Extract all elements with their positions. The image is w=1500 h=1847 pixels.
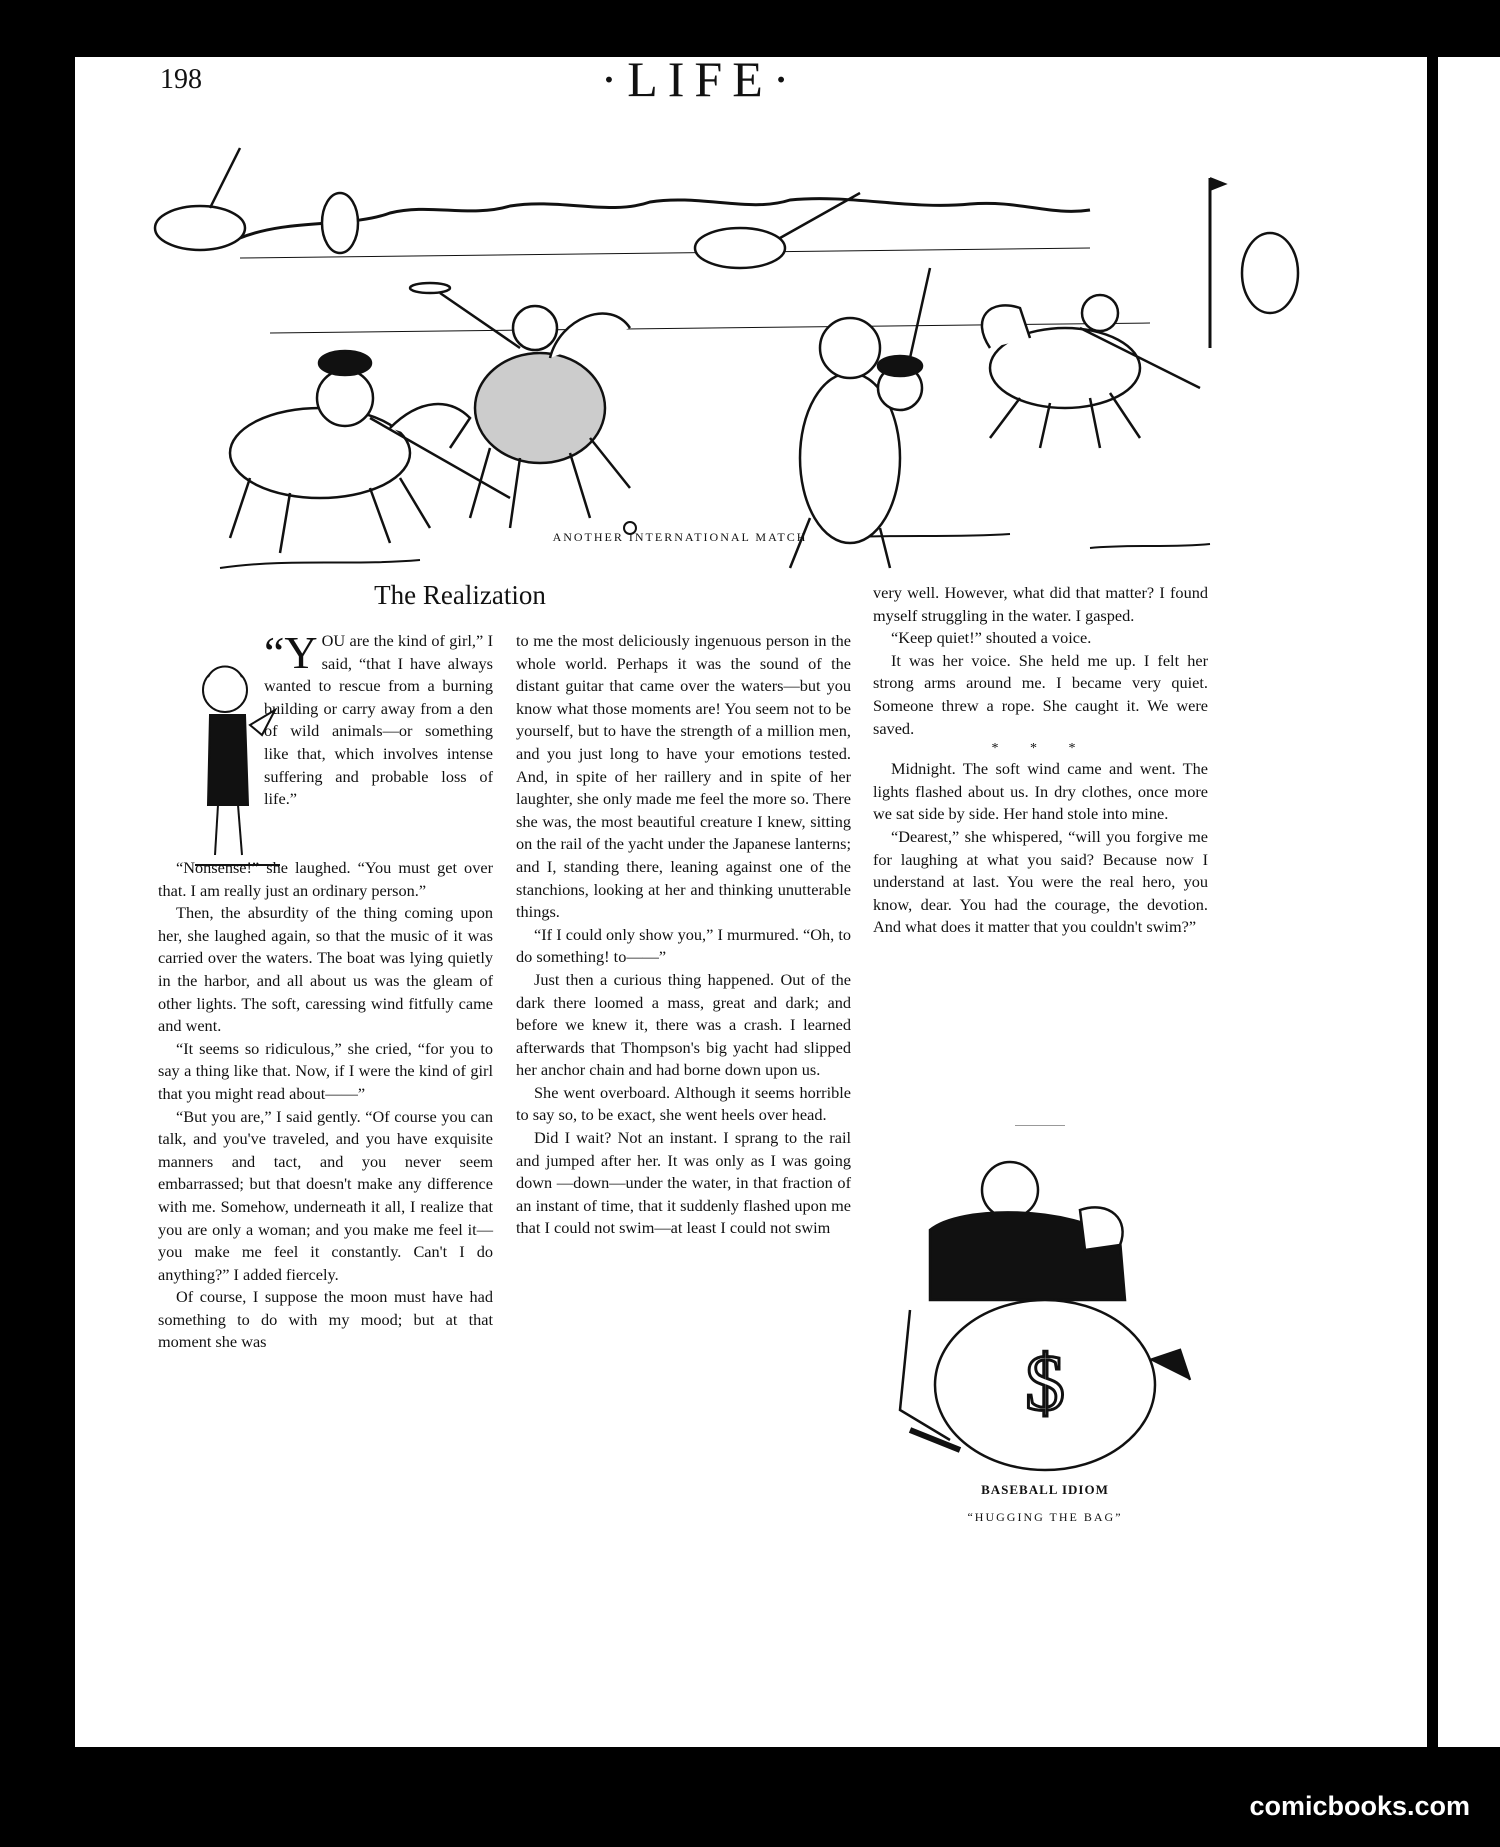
masthead: ·LIFE·	[600, 51, 800, 107]
paragraph: It was her voice. She held me up. I felt her strong arms around me. I became very quiet. Someone threw a rope. She caught it. We were saved.	[873, 650, 1208, 738]
paragraph: “It seems so ridiculous,” she cried, “for you to say a thing like that. Now, if I were the kind of girl that you might read about——”	[158, 1038, 493, 1103]
paragraph: Did I wait? Not an instant. I sprang to the rail and jumped after her. It was only as I was going down —down—under the water, in that fraction of an instant of time, that it suddenly flashed upon me that I could not swim—at least I could not swim	[516, 1128, 851, 1238]
paragraph: Then, the absurdity of the thing coming upon her, she laughed again, so that the music of it was carried over the waters. The boat was lying quietly in the harbor, and all about us was the gleam of other lights. The soft, caressing wind fitfully came and went.	[158, 903, 493, 1036]
paragraph: Of course, I suppose the moon must have had something to do with my mood; but at that moment she was	[158, 1287, 493, 1352]
dollar-sign: $	[1025, 1340, 1065, 1428]
column-2	[516, 630, 851, 1240]
cartoon-caption-subtitle: “HUGGING THE BAG”	[967, 1510, 1123, 1524]
watermark: comicbooks.com	[1249, 1791, 1470, 1821]
page-number: 198	[160, 64, 202, 95]
column-3	[873, 582, 1208, 939]
hugging-the-bag-cartoon	[870, 1150, 1200, 1480]
divider	[1015, 1125, 1065, 1126]
polo-match-illustration	[90, 98, 1320, 588]
cartoon-caption-title: BASEBALL IDIOM	[981, 1482, 1109, 1497]
drop-cap: “Y	[264, 627, 318, 678]
column-1-intro	[264, 627, 493, 811]
paragraph: She went overboard. Although it seems horrible to say so, to be exact, she went heels over head.	[516, 1082, 851, 1125]
article-title: The Realization	[374, 580, 546, 610]
paragraph: very well. However, what did that matter? I found myself struggling in the water. I gasped.	[873, 583, 1208, 625]
next-page-edge	[1438, 57, 1500, 1747]
paragraph: Just then a curious thing happened. Out of the dark there loomed a mass, great and dark; and before we knew it, there was a crash. I learned afterwards that Thompson's big yacht had slipped her anchor chain and had borne down upon us.	[516, 969, 851, 1080]
paragraph: Midnight. The soft wind came and went. The lights flashed about us. In dry clothes, once more we sat side by side. Her hand stole into mine.	[873, 759, 1208, 824]
section-separator: * * *	[991, 741, 1090, 757]
paragraph: “Keep quiet!” shouted a voice.	[891, 628, 1092, 648]
paragraph: “If I could only show you,” I murmured. “Oh, to do something! to——”	[516, 924, 851, 967]
paragraph: “But you are,” I said gently. “Of course you can talk, and you've traveled, and you have exquisite manners and tact, and you never seem embarrassed; but that doesn't make any difference with me. Somehow, underneath it all, I realize that you are only a woman; and you make me feel it—you make me feel it constantly. Can't I do anything?” I added fiercely.	[158, 1106, 493, 1284]
paragraph: “Nonsense!” she laughed. “You must get over that. I am really just an ordinary person.”	[158, 858, 493, 900]
intro-paragraph: OU are the kind of girl,” I said, “that I have always wanted to rescue from a burning building or carry away from a den of wild animals—or something like that, which involves intense suffering and probable loss of life.”	[264, 631, 493, 809]
column-1	[158, 857, 493, 1354]
polo-illustration-caption: ANOTHER INTERNATIONAL MATCH	[552, 530, 808, 544]
paragraph: to me the most deliciously ingenuous person in the whole world. Perhaps it was the sound of the distant guitar that came over the waters—but you know what those moments are! You seem not to be yourself, but to have the strength of a million men, and you just long to have your emotions tested. And, in spite of her raillery and in spite of her laughter, she only made me feel the more so. There she was, the most beautiful creature I knew, sitting on the rail of the yacht under the Japanese lanterns; and I, standing there, leaning against one of the stanchions, looking at her and thinking unutterable things.	[516, 631, 851, 922]
paragraph: “Dearest,” she whispered, “will you forgive me for laughing at what you said? Because now I understand at last. You were the real hero, you know, dear. You had the courage, the devotion. And what does it matter that you couldn't swim?”	[873, 826, 1208, 937]
